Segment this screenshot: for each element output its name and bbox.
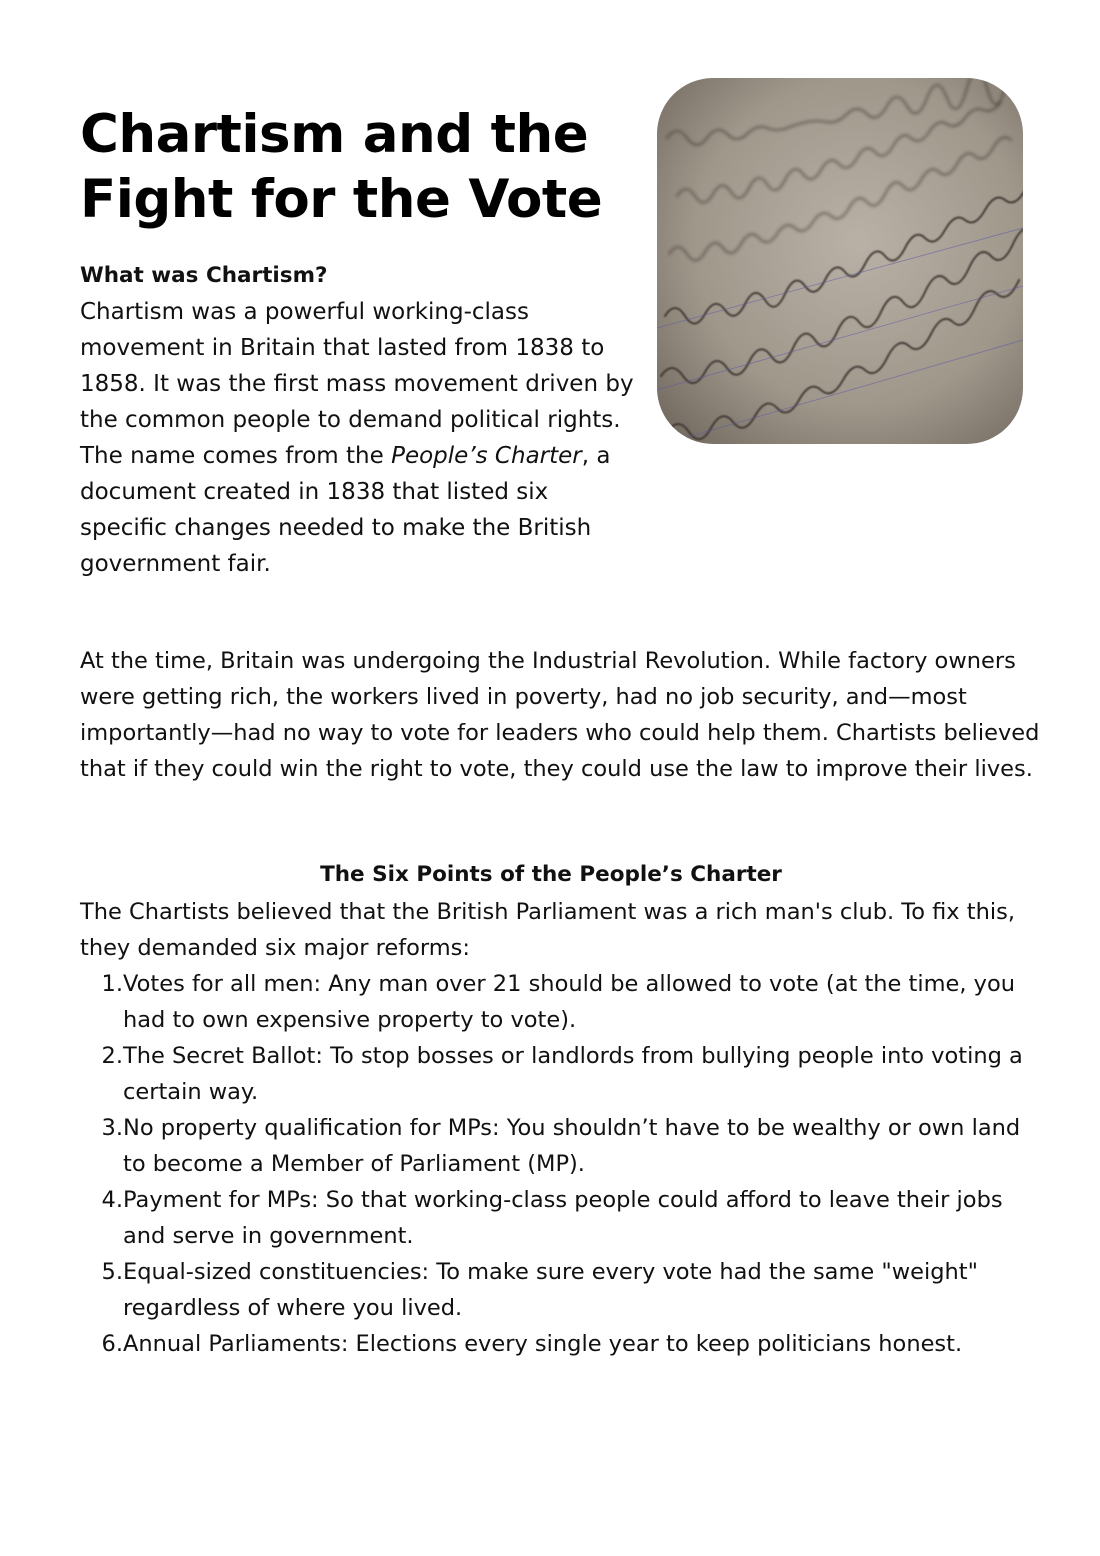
section-heading: The Six Points of the People’s Charter	[320, 862, 782, 887]
intro-section	[80, 258, 640, 582]
list-item	[80, 1110, 1040, 1182]
list-number: 5.	[101, 1259, 123, 1285]
six-points-list	[80, 966, 1040, 1362]
handwritten-manuscript-photo	[657, 78, 1023, 444]
list-number: 3.	[101, 1115, 123, 1141]
list-item	[80, 1254, 1040, 1326]
list-item	[80, 966, 1040, 1038]
list-number: 1.	[101, 971, 123, 997]
intro-text-start: Chartism was a powerful working-class movement in Britain that lasted from 1838 to 1858. It was the first mass movement driven by the common people to demand political rights. The name comes from the	[80, 299, 634, 469]
list-number: 2.	[101, 1043, 123, 1069]
list-item-text: Annual Parliaments: Elections every single year to keep politicians honest.	[123, 1331, 963, 1357]
list-number: 4.	[101, 1187, 123, 1213]
industrial-revolution-paragraph: At the time, Britain was undergoing the Industrial Revolution. While factory owners were getting rich, the workers lived in poverty, had no job security, and—most importantly—had no way to vote for leaders who could help them. Chartists believed that if they could win the right to vote, they could use the law to improve their lives.	[80, 648, 1040, 782]
list-item	[80, 1038, 1040, 1110]
intro-heading: What was Chartism?	[80, 263, 328, 288]
list-item-text: No property qualification for MPs: You shouldn’t have to be wealthy or own land to become a Member of Parliament (MP).	[123, 1115, 1021, 1177]
list-item-text: Equal-sized constituencies: To make sure every vote had the same "weight" regardless of where you lived.	[123, 1259, 978, 1321]
charter-name-italic: People’s Charter	[391, 443, 582, 469]
page-title: Chartism and the Fight for the Vote	[80, 104, 603, 230]
intro-paragraph	[80, 294, 640, 582]
list-item	[80, 1182, 1040, 1254]
intro-text-end: , a document created in 1838 that listed six specific changes needed to make the British government fair.	[80, 443, 611, 577]
section-intro: The Chartists believed that the British Parliament was a rich man's club. To fix this, they demanded six major reforms:	[80, 899, 1015, 961]
list-number: 6.	[101, 1331, 123, 1357]
list-item-text: Votes for all men: Any man over 21 should be allowed to vote (at the time, you had to own expensive property to vote).	[123, 971, 1016, 1033]
list-item-text: Payment for MPs: So that working-class people could afford to leave their jobs and serve in government.	[123, 1187, 1003, 1249]
list-item-text: The Secret Ballot: To stop bosses or landlords from bullying people into voting a certain way.	[123, 1043, 1023, 1105]
list-item	[80, 1326, 1040, 1362]
